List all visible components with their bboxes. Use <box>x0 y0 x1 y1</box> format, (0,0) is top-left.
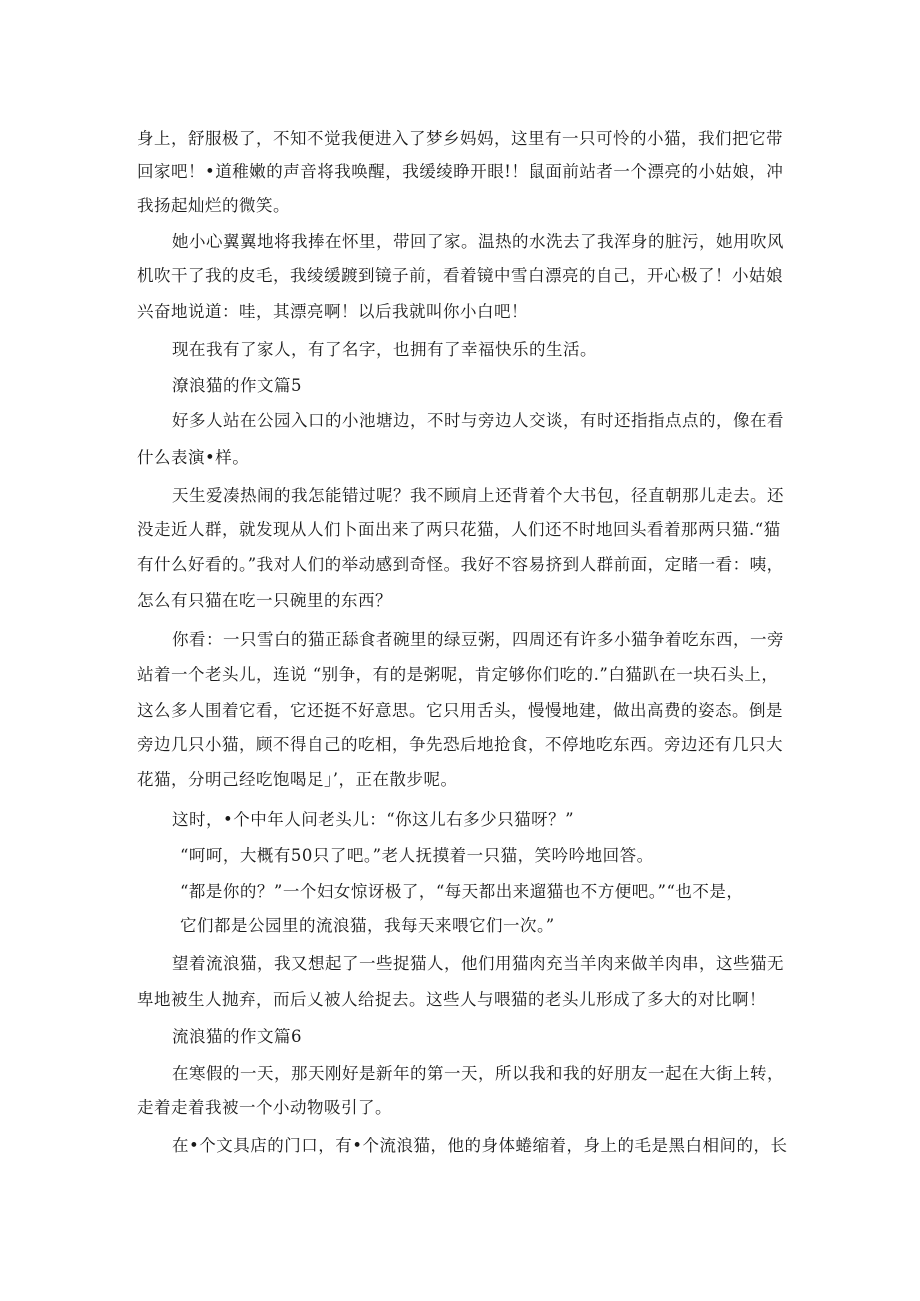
text-line: 没走近人群，就发现从人们卜面出来了两只花猫，人们还不时地回头看着那两只猫.“猫 <box>137 520 781 539</box>
text-line: “呵呵，大概有50只了吧。”老人抚摸着一只猫，笑吟吟地回答。 <box>180 846 654 865</box>
text-line: 机吹干了我的皮毛，我绫缓踱到镜子前，看着镜中雪白漂亮的自己，开心极了！小姑娘 <box>137 266 783 285</box>
text-line: 旁边几只小猫，顾不得自己的吃相，争先恐后地抢食，不停地吃东西。旁边还有几只大 <box>137 735 783 754</box>
text-line: 这么多人围着它看，它还挺不好意思。它只用舌头，慢慢地建，做出高费的姿态。倒是 <box>137 701 783 720</box>
text-line: 身上，舒服极了，不知不觉我便进入了梦乡妈妈，这里有一只可怜的小猫，我们把它带 <box>137 129 783 148</box>
text-line: 兴奋地说道：哇，其漂亮啊！以后我就叫你小白吧！ <box>137 302 528 321</box>
text-line: 你看：一只雪白的猫正舔食者碗里的绿豆粥，四周还有许多小猫争着吃东西，一旁 <box>172 630 784 649</box>
text-line: 回家吧！•道稚嫩的声音将我唤醒，我缓绫睁开眼!！鼠面前站者一个漂亮的小姑娘，冲 <box>137 162 784 181</box>
text-line: 怎么有只猫在吃一只碗里的东西？ <box>137 591 392 610</box>
text-line: 现在我有了家人，有了名字，也拥有了幸福快乐的生活。 <box>172 340 597 359</box>
text-line: 望着流浪猫，我又想起了一些捉猫人，他们用猫肉充当羊肉来做羊肉串，这些猫无 <box>172 954 784 973</box>
text-line: 这时，•个中年人问老头儿：“你这儿右多少只猫呀？” <box>172 810 575 829</box>
text-line: 好多人站在公园入口的小池塘边，不时与旁边人交谈，有时还指指点点的，像在看 <box>172 411 784 430</box>
text-line: 她小心翼翼地将我捧在怀里，带回了家。温热的水洗去了我浑身的脏污，她用吹风 <box>172 232 784 251</box>
text-line: 什么表演•样。 <box>137 448 250 467</box>
text-line: 走着走着我被一个小动物吸引了。 <box>137 1098 392 1117</box>
text-line: 站着一个老头儿，连说 “别争，有的是粥呢，肯定够你们吃的.”白猫趴在一块石头上， <box>137 665 779 684</box>
section-heading: 流浪猫的作文篇6 <box>172 1027 302 1046</box>
text-line: 它们都是公园里的流浪猫，我每天来喂它们一次。” <box>180 916 555 935</box>
text-line: 在寒假的一天，那天刚好是新年的第一天，所以我和我的好朋友一起在大街上转， <box>172 1064 784 1083</box>
text-line: 在•个文具店的门口，有•个流浪猫，他的身体蜷缩着，身上的毛是黑白相间的，长 <box>172 1136 788 1155</box>
text-line: “都是你的？”一个妇女惊讶极了，“每天都出来遛猫也不方便吧。”“也不是， <box>180 882 744 901</box>
text-line: 有什么好看的。”我对人们的举动感到奇怪。我好不容易挤到人群前面，定睹一看：咦， <box>137 555 784 574</box>
text-line: 卑地被生人抛弃，而后乂被人给捉去。这些人与喂猫的老头儿形成了多大的对比啊！ <box>137 990 766 1009</box>
text-line: 我扬起灿烂的微笑。 <box>137 196 290 215</box>
text-line: 天生爱凑热闹的我怎能错过呢？我不顾肩上还背着个大书包，径直朝那儿走去。还 <box>172 486 784 505</box>
section-heading: 潦浪猫的作文篇5 <box>172 376 302 395</box>
text-line: 花猫，分明己经吃饱喝足」’，正在散步呢。 <box>137 770 458 789</box>
